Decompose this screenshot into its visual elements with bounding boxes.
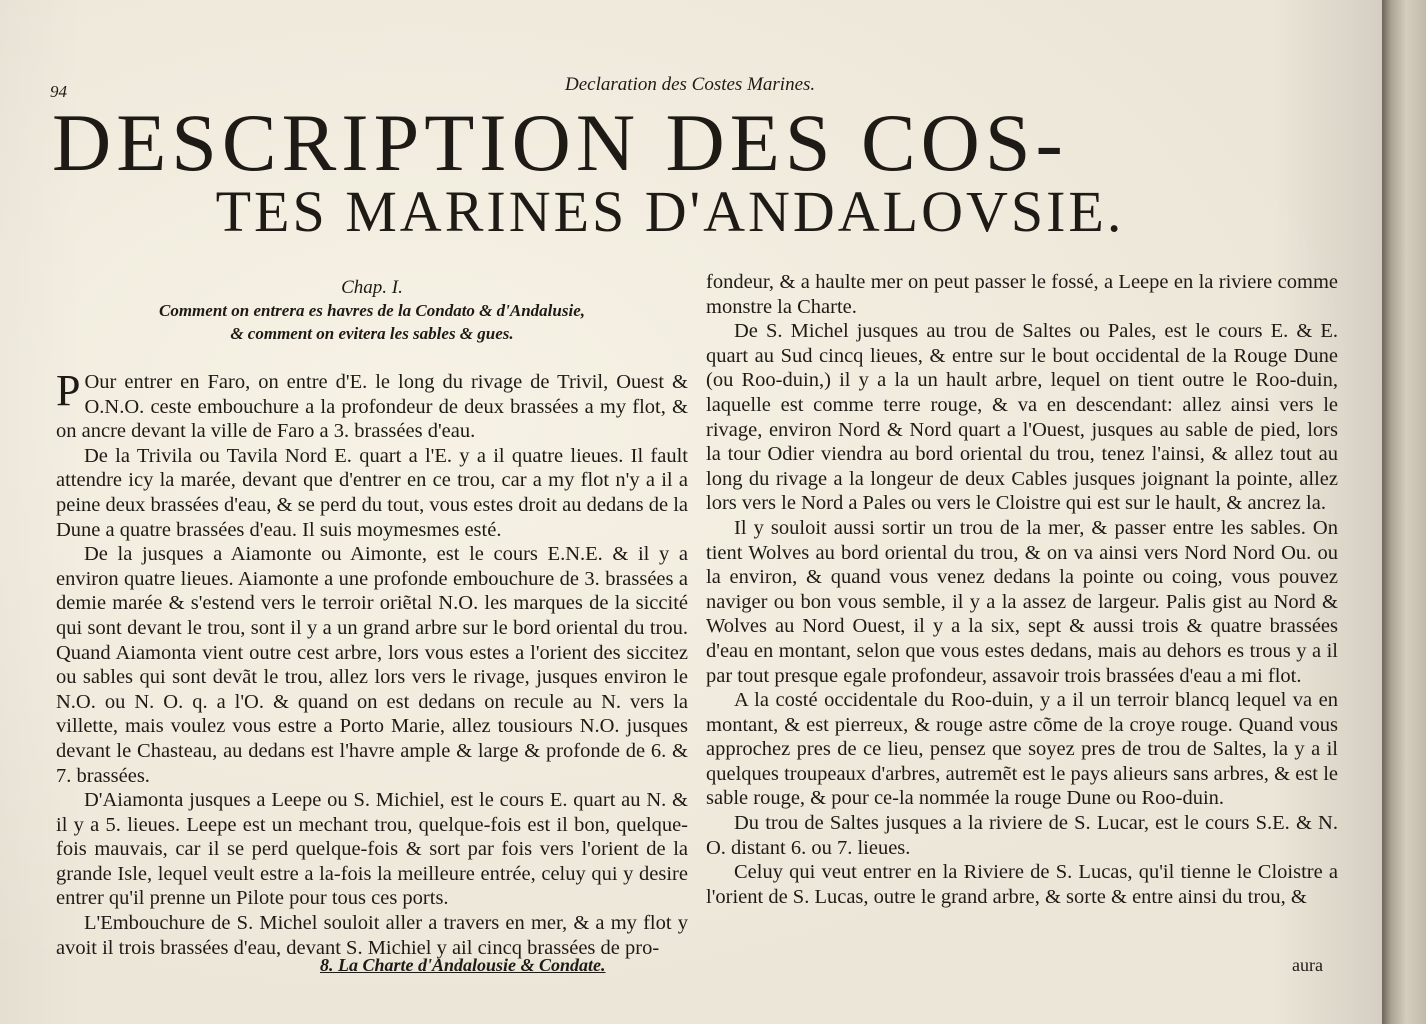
paragraph: Celuy qui veut entrer en la Riviere de S. Lucas, qu'il tienne le Cloistre a l'orient de S. Lucas, outre le grand arbre, & sorte & entre ainsi du trou, &: [706, 861, 1338, 908]
title-line-2: TES MARINES D'ANDALOVSIE.: [215, 179, 1125, 244]
chapter-subtitle-line-1: Comment on entrera es havres de la Condato & d'Andalusie,: [159, 301, 585, 320]
paragraph: De la Trivila ou Tavila Nord E. quart a l'E. y a il quatre lieues. Il fault attendre icy la marée, devant que d'entrer en ce trou, car a my flot n'y a il a peine deux brassées d'eau, & se perd du tout, vous estes droit au dedans de la Dune a quatre brassées d'eau. Il suis moymesmes esté.: [56, 444, 688, 541]
paragraph: Du trou de Saltes jusques a la riviere de S. Lucar, est le cours S.E. & N. O. distant 6. ou 7. lieues.: [706, 812, 1338, 859]
paragraph: D'Aiamonta jusques a Leepe ou S. Michiel, est le cours E. quart au N. & il y a 5. lieues. Leepe est un mechant trou, quelque-fois est il bon, quelque-fois mauvais, car il se perd quelque-fois & sort par fois vers l'orient de la grande Isle, lequel veult estre a la-fois la meilleure entrée, celuy qui y desire entrer qu'il prenne un Pilote pour tous ces ports.: [56, 789, 688, 910]
right-column: [706, 270, 1338, 909]
footer-note: 8. La Charte d'Andalousie & Condate.: [320, 955, 606, 975]
paragraph: L'Embouchure de S. Michel souloit aller a travers en mer, & a my flot y avoit il trois brassées d'eau, devant S. Michiel y ail cincq brassées de pro-: [56, 912, 688, 959]
chapter-subtitle-line-2: & comment on evitera les sables & gues.: [230, 324, 514, 343]
left-column: [56, 366, 688, 960]
chapter-heading: [56, 276, 688, 345]
paragraph: De S. Michel jusques au trou de Saltes ou Pales, est le cours E. & E. quart au Sud cincq lieues, & entre sur le bout occidental de la Rouge Dune (ou Roo-duin,) il y a la un hault arbre, lequel on tient outre le Roo-duin, laquelle est comme terre rouge, & va en descendant: allez ainsi vers le rivage, environ Nord & Nord quart a l'Ouest, jusques au sable de pied, lors la tour Odier viendra au bord oriental du trou, tenez l'ainsi, & allez tout au long du rivage a la longeur de deux Cables jusques joignant la pointe, allez lors vers le Nord a Pales ou vers le Cloistre qui est sur le hault, & ancrez la.: [706, 320, 1338, 515]
page-edge: [1382, 0, 1426, 1024]
paragraph: fondeur, & a haulte mer on peut passer le fossé, a Leepe en la riviere comme monstre la Charte.: [706, 271, 1338, 318]
paragraph: Il y souloit aussi sortir un trou de la mer, & passer entre les sables. On tient Wolves au bord oriental du trou, & on va ainsi vers Nord Nord Ou. ou la environ, & quand vous venez dedans la pointe ou coing, vous pouvez naviger ou bon vous semble, il y a la assez de largeur. Palis gist au Nord & Wolves au Nord Ouest, il y a la six, sept & aussi trois & quatre brassées d'eau en montant, selon que vous estes dedans, mais au dehors es trous y a il par tout presque egale profondeur, assavoir trois brassées d'eau a mi flot.: [706, 516, 1338, 687]
running-head: Declaration des Costes Marines.: [565, 74, 816, 95]
chapter-label: Chap. I.: [341, 277, 403, 298]
title-line-1: DESCRIPTION DES COS-: [52, 97, 1068, 188]
paragraph: De la jusques a Aiamonte ou Aimonte, est le cours E.N.E. & il y a environ quatre lieues. Aiamonte a une profonde embouchure de 3. brassées a demie marée & s'estend vers le terroir oriẽtal N.O. les marques de la siccité qui sont devant le trou, sont il y a un grand arbre sur le bord oriental du trou. Quand Aiamonta vient outre cest arbre, lors vous estes a l'orient des siccitez ou sables qui sont devãt le trou, allez lors vers le rivage, jusques environ le N.O. ou N. O. q. a l'O. & quand on est dedans on recule au N. vers la villette, mais voulez vous estre a Porto Marie, allez tousiours N.O. jusques devant le Chasteau, au dedans est l'havre ample & large & profonde de 6. & 7. brassées.: [56, 543, 688, 787]
paragraph: P Our entrer en Faro, on entre d'E. le long du rivage de Trivil, Ouest & O.N.O. ceste embouchure a la profondeur de deux brassées a my flot, & on ancre devant la ville de Faro a 3. brassées d'eau.: [56, 366, 688, 443]
catchword: aura: [1292, 955, 1323, 975]
drop-cap: P: [56, 366, 81, 415]
page-number: 94: [50, 82, 67, 101]
paragraph: A la costé occidentale du Roo-duin, y a il un terroir blancq lequel va en montant, & est pierreux, & rouge astre cõme de la croye rouge. Quand vous approchez pres de ce lieu, pensez que soyez pres de trou de Saltes, la y a il quelques troupeaux d'arbres, autremẽt est le pays alieurs sans arbres, & est le sable rouge, & pour ce-la nommée la rouge Dune ou Roo-duin.: [706, 689, 1338, 810]
